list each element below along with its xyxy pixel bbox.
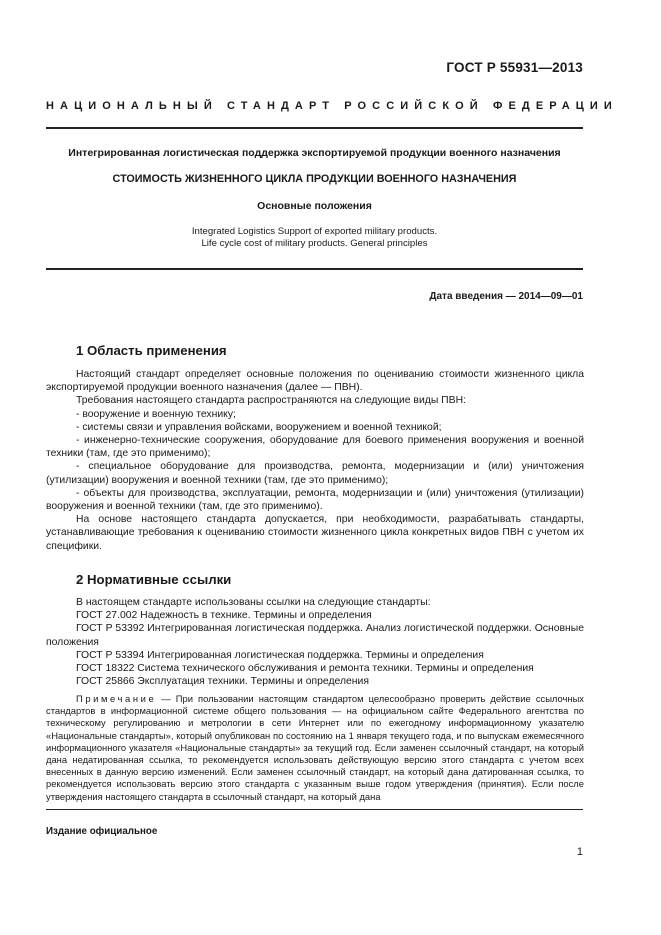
section-2-intro: В настоящем стандарте использованы ссылки на следующие стандарты: [76,597,431,608]
reference-item: ГОСТ Р 53392 Интегрированная логистическая поддержка. Анализ логистической поддержки. Основные положения [46,623,584,648]
section-1-paragraph: Настоящий стандарт определяет основные положения по оцениванию стоимости жизненного цикла экспортируемой продукции военного назначения (далее — ПВН). [46,369,584,394]
note-text: — При пользовании настоящим стандартом целесообразно проверить действие ссылочных стандартов в информационной системе общего пользования — на официальном сайте Федерального агентства по техническому регулированию и метрологии в сети Интернет или по ежегодному информационному указателю «Национальные стандарты», который опубликован по состоянию на 1 января текущего года, и по выпускам ежемесячного информационного указателя «Национальные стандарты» за текущий год. Если заменен ссылочный стандарт, на который дана недатированная ссылка, то рекомендуется использовать действующую версию этого стандарта с учетом всех внесенных в данную версию изменений. Если заменен ссылочный стандарт, на который дана датированная ссылка, то рекомендуется использовать версию этого стандарта с указанным выше годом утверждения (принятия). Если после утверждения настоящего стандарта в ссылочный стандарт, на который дана [46,693,584,802]
footer-rule [46,809,583,810]
list-item: - системы связи и управления войсками, вооружением и военной техникой; [76,421,442,433]
title-top: Интегрированная логистическая поддержка экспортируемой продукции военного назначения [68,147,561,159]
section-1-heading: 1 Область применения [76,343,227,358]
reference-item: ГОСТ 18322 Система технического обслуживания и ремонта техники. Термины и определения [76,663,534,675]
section-2-heading: 2 Нормативные ссылки [76,572,232,587]
reference-item: ГОСТ 25866 Эксплуатация техники. Термины и определения [76,676,369,688]
list-item: - инженерно-технические сооружения, оборудование для боевого применения вооружения и военной техники (там, где это применимо); [46,435,584,460]
national-standard-banner: НАЦИОНАЛЬНЫЙ СТАНДАРТ РОССИЙСКОЙ ФЕДЕРАЦИИ [46,100,618,112]
title-english-line2: Life cycle cost of military products. General principles [201,238,428,249]
introduction-date: Дата введения — 2014—09—01 [429,291,583,302]
section-2-body [46,596,584,688]
title-main: СТОИМОСТЬ ЖИЗНЕННОГО ЦИКЛА ПРОДУКЦИИ ВОЕННОГО НАЗНАЧЕНИЯ [112,173,517,185]
header-rule [46,127,583,129]
list-item: - объекты для производства, эксплуатации, ремонта, модернизации и (или) уничтожения (утилизации) вооружения и военной техники (там, где это применимо). [46,487,584,513]
standard-code: ГОСТ Р 55931—2013 [446,60,583,75]
section-1-body [46,368,584,553]
section-1-paragraph: На основе настоящего стандарта допускается, при необходимости, разрабатывать стандарты, устанавливающие требования к оцениванию стоимости жизненного цикла конкретных видов ПВН с учетом их специфики. [46,514,584,552]
reference-item: ГОСТ Р 53394 Интегрированная логистическая поддержка. Термины и определения [76,649,484,661]
list-item: - вооружение и военную технику; [76,408,236,420]
section-1-paragraph: Требования настоящего стандарта распространяются на следующие виды ПВН: [76,395,466,407]
note-label: Примечание [76,693,157,704]
page-number: 1 [576,846,583,858]
title-rule [46,268,583,270]
title-sub: Основные положения [257,200,372,212]
reference-item: ГОСТ 27.002 Надежность в технике. Термины и определения [76,610,372,622]
list-item: - специальное оборудование для производства, ремонта, модернизации и (или) уничтожения (утилизации) вооружения и военной техники (там, где это применимо); [46,461,584,486]
edition-label: Издание официальное [46,826,158,837]
title-english-line1: Integrated Logistics Support of exported military products. [191,226,438,237]
references-note [46,693,584,803]
